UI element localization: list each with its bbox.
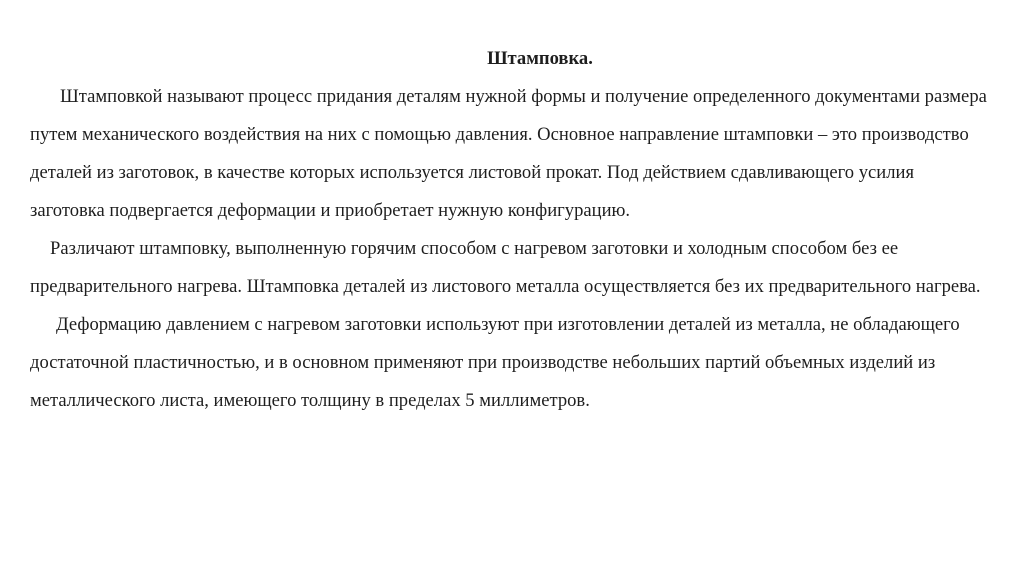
paragraph-definition: Штамповкой называют процесс придания деталям нужной формы и получение определенного документами размера путем механического воздействия на них с помощью давления. Основное направление штамповки – это производство деталей из заготовок, в качестве которых используется листовой прокат. Под действием сдавливающего усилия заготовка подвергается деформации и приобретает нужную конфигурацию. (30, 86, 987, 221)
document-body (30, 40, 990, 420)
document-title: Штамповка. (487, 48, 593, 69)
paragraph-hot-cold-types: Различают штамповку, выполненную горячим способом с нагревом заготовки и холодным способом без ее предварительного нагрева. Штамповка деталей из листового металла осуществляется без их предварительного нагрева. (30, 238, 981, 297)
paragraph-hot-deformation: Деформацию давлением с нагревом заготовки используют при изготовлении деталей из металла, не обладающего достаточной пластичностью, и в основном применяют при производстве небольших партий объемных изделий из металлического листа, имеющего толщину в пределах 5 миллиметров. (30, 314, 960, 411)
